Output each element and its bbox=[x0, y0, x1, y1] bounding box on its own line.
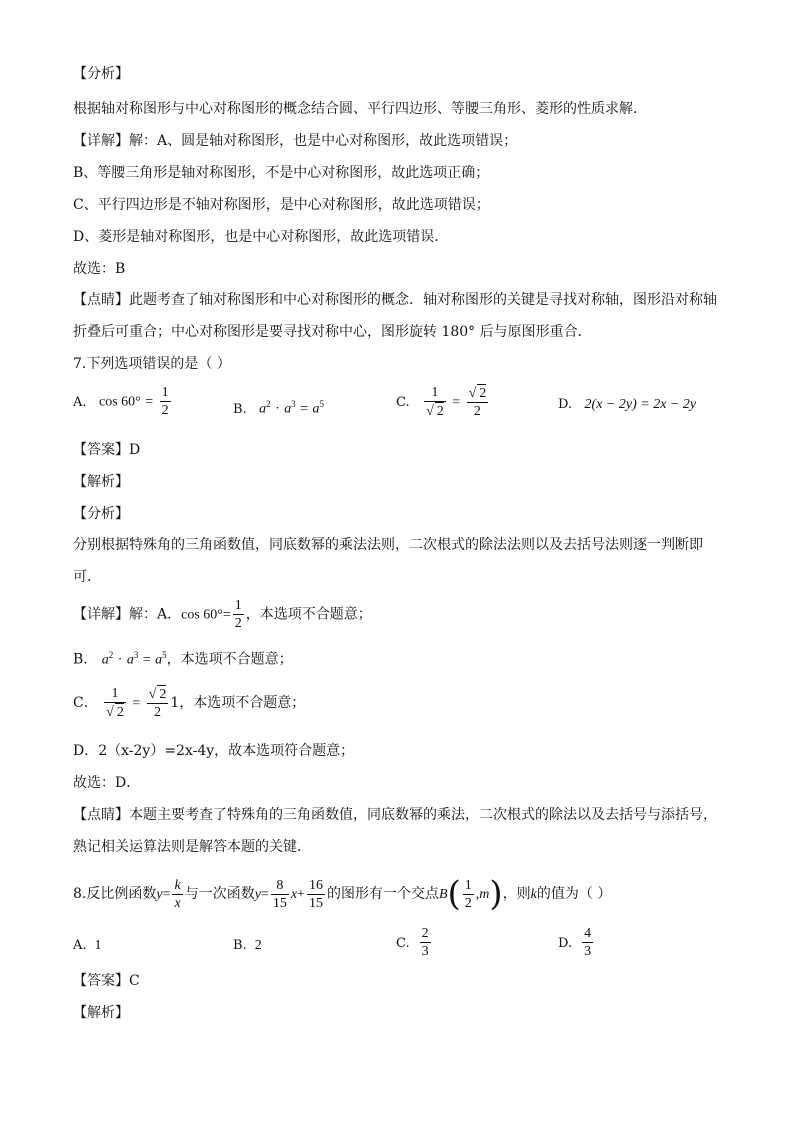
option-label: A. bbox=[73, 938, 87, 953]
denominator: 2 bbox=[154, 705, 162, 720]
numerator: 2 bbox=[421, 926, 429, 941]
detail-line-c: C、平行四边形是不轴对称图形，是中心对称图形，故此选项错误； bbox=[73, 197, 490, 213]
denominator bbox=[424, 402, 446, 420]
exponent: 2 bbox=[108, 650, 114, 660]
sqrt-icon: √ bbox=[148, 687, 157, 702]
variable-a: a bbox=[126, 652, 134, 668]
stem-suffix: ，则 bbox=[502, 886, 531, 902]
analysis-text-7a: 分别根据特殊角的三角函数值，同底数幂的乘法法则，二次根式的除法法则以及去括号法则逐一判断即 bbox=[73, 537, 703, 553]
detail-suffix: ，本选项不合题意； bbox=[245, 606, 372, 623]
fraction bbox=[271, 877, 289, 912]
fraction bbox=[104, 685, 126, 721]
dot-operator: · bbox=[117, 652, 123, 668]
answer-7: 【答案】D bbox=[73, 442, 141, 458]
denominator: 2 bbox=[234, 616, 242, 631]
exponent: 3 bbox=[133, 650, 139, 660]
detail-7a bbox=[73, 597, 372, 632]
variable-y: y bbox=[156, 887, 163, 902]
detail-suffix: 1，本选项不合题意； bbox=[170, 695, 306, 711]
option-value: 2 bbox=[254, 938, 262, 953]
q7-option-d bbox=[558, 394, 696, 415]
solution-heading-7: 【解析】 bbox=[73, 474, 129, 490]
option-label: B. bbox=[233, 938, 247, 953]
denominator: 3 bbox=[584, 944, 592, 959]
detail-7b bbox=[73, 645, 293, 671]
analysis-heading-7: 【分析】 bbox=[73, 506, 129, 522]
variable-m: m bbox=[479, 887, 490, 902]
right-paren: ) bbox=[489, 874, 503, 914]
sqrt-icon: √ bbox=[468, 386, 477, 401]
option-value: 1 bbox=[94, 938, 102, 953]
equals-sign: = bbox=[452, 395, 461, 410]
q8-option-c bbox=[396, 925, 433, 960]
analysis-text: 根据轴对称图形与中心对称图形的概念结合圆、平行四边形、等腰三角形、菱形的性质求解． bbox=[73, 101, 647, 117]
option-label: D. bbox=[558, 397, 573, 412]
detail-line-a: 【详解】解：A、圆是轴对称图形，也是中心对称图形，故此选项错误； bbox=[73, 133, 518, 149]
variable-a: a bbox=[312, 401, 320, 417]
variable-k: k bbox=[530, 887, 537, 902]
choose-answer: 故选：B bbox=[73, 261, 126, 277]
fraction bbox=[424, 384, 446, 420]
q7-option-c bbox=[396, 384, 490, 420]
dot-operator: · bbox=[275, 401, 280, 417]
denominator: x bbox=[174, 895, 181, 911]
left-paren: ( bbox=[447, 874, 461, 914]
question-8-stem: 8.反比例函数y= $\frac{k}{x}$ 与一次函数y= $\frac{8}{15}$ x+ $\frac{16}{15}$ 的图形有一个交点B( $\frac{1}{2}$ ,m)，则k的值为（ ） bbox=[73, 874, 612, 914]
numerator: 1 bbox=[234, 598, 242, 613]
numerator bbox=[467, 384, 489, 403]
variable-a: a bbox=[155, 652, 163, 668]
numerator: 16 bbox=[308, 877, 323, 893]
stem-prefix: 8.反比例函数 bbox=[73, 886, 157, 902]
comment-7b: 熟记相关运算法则是解答本题的关键． bbox=[73, 839, 311, 855]
sqrt-icon: √ bbox=[106, 705, 114, 720]
denominator: 3 bbox=[421, 944, 429, 959]
variable-y: y bbox=[254, 887, 261, 902]
option-label: B. bbox=[233, 401, 247, 417]
denominator: 2 bbox=[161, 403, 169, 418]
detail-line-b: B、等腰三角形是轴对称图形，不是中心对称图形，故此选项正确； bbox=[73, 165, 490, 181]
stem-mid: 的图形有一个交点 bbox=[326, 886, 439, 902]
choose-answer-7: 故选：D． bbox=[73, 775, 141, 791]
denominator bbox=[104, 703, 126, 721]
denominator: 2 bbox=[473, 404, 481, 419]
detail-prefix: B． bbox=[73, 651, 98, 668]
radicand: 2 bbox=[116, 705, 124, 720]
numerator: 1 bbox=[464, 877, 472, 893]
radicand: 2 bbox=[479, 386, 487, 401]
detail-7d: D．2（x-2y）=2x-4y，故本选项符合题意； bbox=[73, 743, 355, 759]
variable-a: a bbox=[284, 401, 292, 417]
equals-sign: = bbox=[222, 607, 231, 623]
radicand: 2 bbox=[436, 404, 444, 419]
q8-option-a bbox=[73, 935, 102, 956]
detail-prefix: 【详解】解：A． bbox=[73, 606, 182, 623]
numerator: k bbox=[174, 877, 181, 893]
denominator: 2 bbox=[464, 895, 472, 911]
numerator bbox=[147, 685, 169, 704]
option-label: C. bbox=[396, 935, 410, 951]
expression: 2(x − 2y) = 2x − 2y bbox=[584, 397, 697, 412]
cos-expr: cos 60° bbox=[181, 607, 223, 623]
equals-sign: = bbox=[132, 696, 141, 711]
fraction bbox=[420, 925, 431, 960]
option-label: A. bbox=[73, 394, 87, 410]
comment-line-2: 折叠后可重合；中心对称图形是要寻找对称中心，图形旋转 180° 后与原图形重合． bbox=[73, 324, 592, 340]
denominator: 15 bbox=[272, 895, 287, 911]
comment-line-1: 【点睛】此题考查了轴对称图形和中心对称图形的概念．轴对称图形的关键是寻找对称轴，图形沿对称轴 bbox=[73, 292, 717, 308]
fraction bbox=[160, 384, 171, 419]
fraction bbox=[467, 384, 489, 420]
detail-prefix: C． bbox=[73, 695, 98, 711]
equals-sign: = bbox=[145, 394, 154, 410]
section-analysis-heading: 【分析】 bbox=[73, 66, 129, 82]
fraction bbox=[463, 877, 474, 912]
question-7-stem: 7.下列选项错误的是（ ） bbox=[73, 356, 231, 372]
fraction bbox=[147, 685, 169, 721]
option-label: C. bbox=[396, 395, 410, 410]
stem-end: 的值为（ ） bbox=[536, 886, 612, 902]
numerator: 4 bbox=[584, 926, 592, 941]
fraction bbox=[233, 597, 244, 632]
sqrt-icon: √ bbox=[426, 404, 434, 419]
point-label: B bbox=[438, 887, 448, 902]
q8-option-b bbox=[233, 935, 262, 956]
variable-a: a bbox=[259, 401, 267, 417]
q7-option-b bbox=[233, 394, 324, 420]
detail-line-d: D、菱形是轴对称图形，也是中心对称图形，故此选项错误． bbox=[73, 229, 449, 245]
detail-suffix: ，本选项不合题意； bbox=[166, 651, 293, 668]
comment-7a: 【点睛】本题主要考查了特殊角的三角函数值，同底数幂的乘法，二次根式的除法以及去括号与添括号， bbox=[73, 807, 717, 823]
numerator: 1 bbox=[104, 685, 126, 703]
stem-mid: 与一次函数 bbox=[184, 886, 255, 902]
numerator: 1 bbox=[161, 385, 169, 400]
numerator: 8 bbox=[271, 877, 289, 895]
analysis-text-7b: 可． bbox=[73, 569, 101, 585]
numerator: 1 bbox=[424, 384, 446, 402]
fraction bbox=[582, 925, 593, 960]
exponent: 3 bbox=[291, 399, 296, 409]
equals-sign: = bbox=[260, 887, 269, 902]
equals-sign: = bbox=[162, 887, 171, 902]
option-label: D. bbox=[558, 935, 573, 951]
fraction bbox=[307, 877, 325, 912]
equals-sign: = bbox=[142, 652, 151, 668]
exponent: 2 bbox=[266, 399, 271, 409]
exponent: 5 bbox=[319, 399, 325, 409]
exponent: 5 bbox=[162, 650, 167, 660]
detail-7c bbox=[73, 685, 305, 721]
cos-expr: cos 60° bbox=[98, 394, 141, 410]
variable-a: a bbox=[101, 652, 109, 668]
solution-heading-8: 【解析】 bbox=[73, 1005, 129, 1021]
equals-sign: = bbox=[300, 401, 309, 417]
q8-option-d bbox=[558, 925, 595, 960]
denominator: 15 bbox=[308, 895, 323, 911]
fraction bbox=[172, 877, 182, 912]
q7-option-a bbox=[73, 384, 173, 419]
radicand: 2 bbox=[159, 687, 167, 702]
answer-8: 【答案】C bbox=[73, 973, 140, 989]
variable-x: x bbox=[290, 887, 298, 902]
